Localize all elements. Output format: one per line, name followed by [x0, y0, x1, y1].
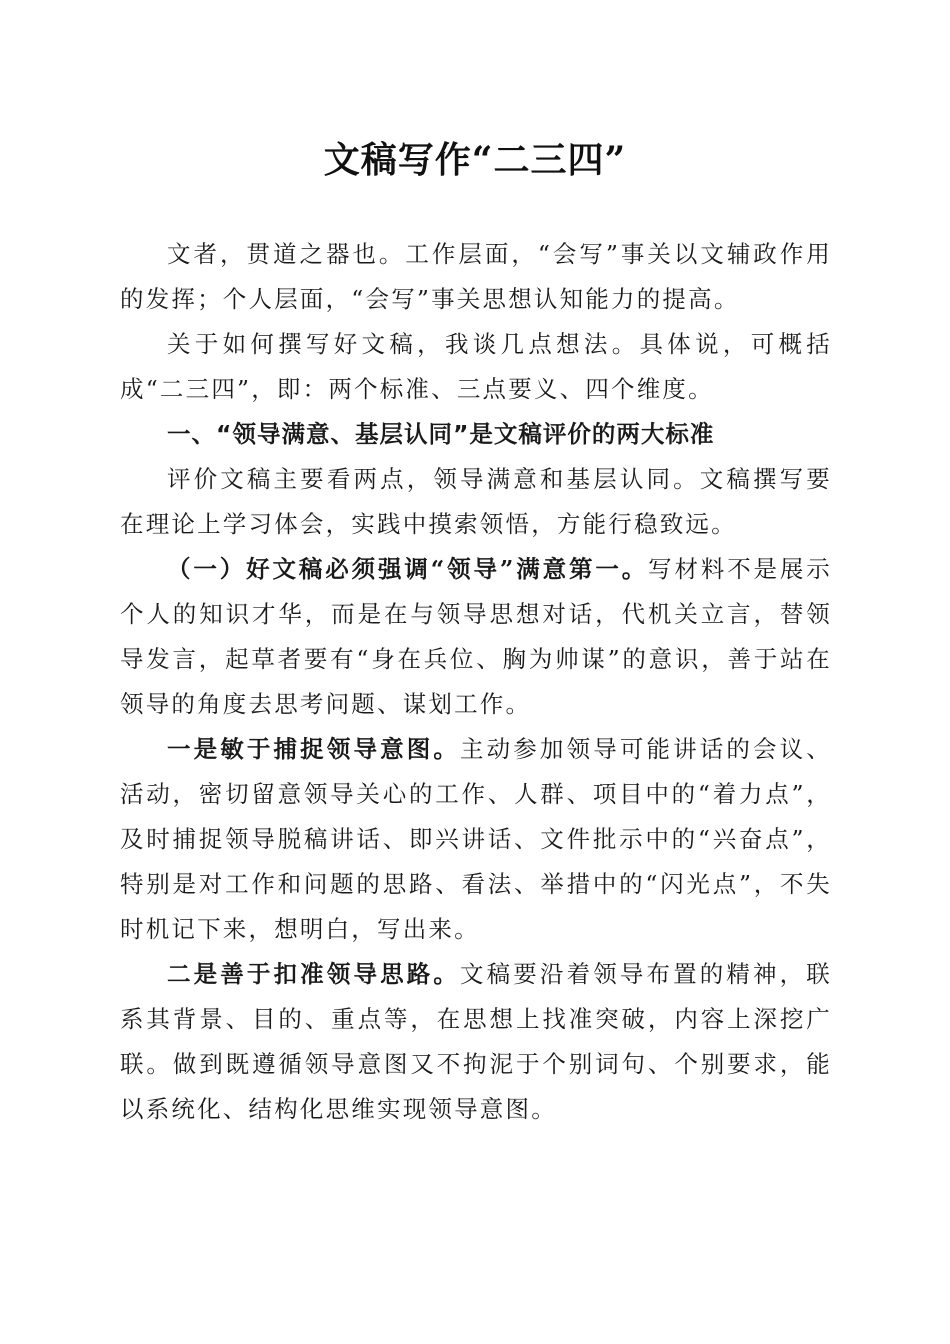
paragraph-evaluation [120, 457, 832, 547]
paragraph-lead: 二是善于扣准领导思路。 [167, 960, 461, 988]
paragraph-intro [120, 232, 832, 322]
paragraph-subsection-one [120, 547, 832, 727]
paragraph-text: 写材料不是展示个人的知识才华，而是在与领导思想对话，代机关立言，替领导发言，起草者要有“身在兵位、胸为帅谋”的意识，善于站在领导的角度去思考问题、谋划工作。 [120, 555, 832, 718]
paragraph-lead: 一是敏于捕捉领导意图。 [167, 735, 461, 763]
paragraph-text: 评价文稿主要看两点，领导满意和基层认同。文稿撰写要在理论上学习体会，实践中摸索领悟，方能行稳致远。 [120, 465, 832, 538]
paragraph-point-one [120, 727, 832, 952]
paragraph-point-two [120, 952, 832, 1132]
paragraph-overview [120, 322, 832, 412]
paragraph-text: 文稿要沿着领导布置的精神，联系其背景、目的、重点等，在思想上找准突破，内容上深挖广联。做到既遵循领导意图又不拘泥于个别词句、个别要求，能以系统化、结构化思维实现领导意图。 [120, 960, 832, 1123]
document-body [120, 232, 832, 1132]
paragraph-lead: （一）好文稿必须强调“领导”满意第一。 [167, 555, 649, 583]
document-title: 文稿写作“二三四” [323, 139, 627, 181]
section-heading: 一、“领导满意、基层认同”是文稿评价的两大标准 [167, 420, 715, 448]
paragraph-text: 主动参加领导可能讲话的会议、活动，密切留意领导关心的工作、人群、项目中的“着力点”，及时捕捉领导脱稿讲话、即兴讲话、文件批示中的“兴奋点”，特别是对工作和问题的思路、看法、举措中的“闪光点”，不失时机记下来，想明白，写出来。 [120, 735, 832, 943]
paragraph-text: 文者，贯道之器也。工作层面，“会写”事关以文辅政作用的发挥；个人层面，“会写”事关思想认知能力的提高。 [120, 240, 832, 313]
paragraph-text: 关于如何撰写好文稿，我谈几点想法。具体说，可概括成“二三四”，即：两个标准、三点要义、四个维度。 [120, 330, 832, 403]
